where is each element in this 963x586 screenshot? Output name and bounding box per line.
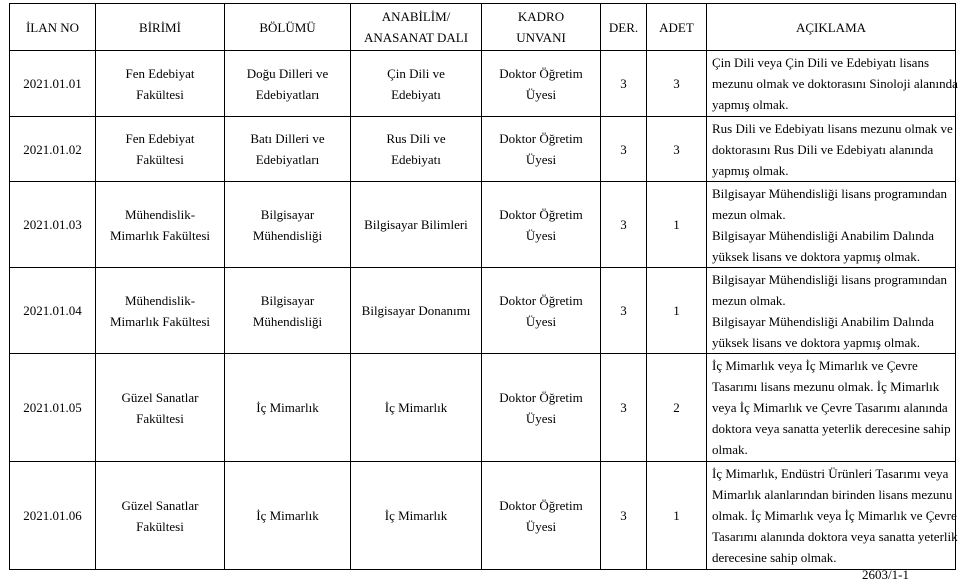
header-bolumu: BÖLÜMÜ [225,4,351,51]
cell-kadro [482,51,601,117]
cell-bolum-line: İç Mimarlık [256,400,319,415]
cell-aciklama-line: mezun olmak. [712,292,786,308]
cell-aciklama-line: doktora veya sanatta yeterlik derecesine sahip [712,421,951,436]
header-anabilim-dali: ANABİLİM/ ANASANAT DALI [351,4,482,51]
cell-ilan-no: 2021.01.05 [10,354,96,462]
cell-bolum-line: Batı Dilleri ve [250,131,325,146]
cell-anabilim-line: İç Mimarlık [384,400,448,415]
cell-aciklama-line: Mimarlık alanlarından birinden lisans mezunu [712,487,953,502]
header-kadro-unvani: KADRO UNVANI [482,4,601,51]
cell-der: 3 [601,354,647,462]
cell-bolum [225,354,351,462]
cell-bolum-line: Edebiyatları [255,86,320,102]
cell-adet: 1 [647,462,707,570]
cell-aciklama [707,268,956,354]
cell-ilan-no: 2021.01.01 [10,51,96,117]
cell-ilan-no: 2021.01.06 [10,462,96,570]
cell-aciklama-line: Bilgisayar Mühendisliği lisans programından [712,271,948,287]
table-row [10,51,956,117]
cell-kadro-line: Üyesi [525,227,557,243]
cell-aciklama-line: yüksek lisans ve doktora yapmış olmak. [712,248,920,264]
cell-aciklama-line: Bilgisayar Mühendisliği lisans programından [712,185,948,201]
cell-kadro [482,462,601,570]
page-reference: 2603/1-1 [862,567,909,582]
cell-anabilim-line: Bilgisayar Donanımı [361,303,471,318]
cell-anabilim [351,51,482,117]
cell-adet: 1 [647,182,707,268]
cell-birim-line: Mühendislik- [124,206,196,222]
cell-aciklama-line: veya İç Mimarlık ve Çevre Tasarımı alanında [712,400,948,415]
table-row [10,462,956,570]
cell-birim [96,51,225,117]
cell-birim [96,117,225,182]
cell-adet: 3 [647,51,707,117]
header-row [10,4,956,51]
table-row [10,182,956,268]
cell-kadro-line: Doktor Öğretim [499,206,583,222]
cell-birim [96,462,225,570]
cell-aciklama-line: Tasarımı alanında doktora veya sanatta yeterlik [712,529,958,544]
cell-bolum [225,182,351,268]
cell-anabilim [351,354,482,462]
cell-ilan-no: 2021.01.02 [10,117,96,182]
cell-kadro-line: Doktor Öğretim [499,131,583,146]
cell-aciklama-line: mezunu olmak ve doktorasını Sinoloji alanında [712,76,958,91]
cell-aciklama-line: olmak. [712,442,748,457]
cell-kadro-line: Doktor Öğretim [499,389,583,405]
cell-bolum [225,268,351,354]
cell-bolum-line: Doğu Dilleri ve [246,65,329,81]
cell-aciklama-line: Tasarımı lisans mezunu olmak. İç Mimarlık [712,379,940,394]
cell-birim-line: Fakültesi [136,152,184,167]
cell-kadro-line: Üyesi [525,152,557,167]
cell-aciklama-line: Rus Dili ve Edebiyatı lisans mezunu olmak ve [712,120,953,136]
cell-aciklama-line: Çin Dili veya Çin Dili ve Edebiyatı lisans [712,55,930,70]
cell-bolum-line: Bilgisayar [260,206,315,222]
cell-kadro [482,117,601,182]
cell-der: 3 [601,51,647,117]
cell-kadro [482,182,601,268]
cell-kadro-line: Üyesi [525,410,557,426]
cell-anabilim-line: Edebiyatı [391,152,441,167]
cell-birim-line: Fen Edebiyat [125,131,195,146]
cell-aciklama [707,117,956,182]
cell-kadro-line: Üyesi [525,86,557,102]
cell-birim [96,182,225,268]
header-der: DER. [601,4,647,51]
cell-aciklama-line: Bilgisayar Mühendisliği Anabilim Dalında [712,313,935,329]
cell-bolum-line: Edebiyatları [255,152,320,167]
cell-kadro-line: Doktor Öğretim [499,292,583,308]
cell-birim-line: Mühendislik- [124,292,196,308]
cell-bolum [225,51,351,117]
cell-anabilim-line: Rus Dili ve [386,131,446,146]
table-row [10,354,956,462]
cell-aciklama [707,182,956,268]
cell-kadro [482,354,601,462]
cell-aciklama-line: İç Mimarlık veya İç Mimarlık ve Çevre [712,358,918,373]
cell-anabilim-line: İç Mimarlık [384,508,448,523]
cell-aciklama-line: yapmış olmak. [712,97,789,112]
cell-kadro-line: Üyesi [525,313,557,329]
cell-adet: 2 [647,354,707,462]
cell-ilan-no: 2021.01.03 [10,182,96,268]
cell-bolum-line: İç Mimarlık [256,508,319,523]
table-row [10,268,956,354]
cell-birim-line: Mimarlık Fakültesi [109,227,211,243]
cell-kadro [482,268,601,354]
cell-der: 3 [601,268,647,354]
cell-bolum [225,462,351,570]
cell-birim-line: Fakültesi [136,86,184,102]
cell-anabilim-line: Bilgisayar Bilimleri [364,217,468,232]
cell-adet: 1 [647,268,707,354]
cell-anabilim [351,182,482,268]
cell-ilan-no: 2021.01.04 [10,268,96,354]
cell-birim-line: Fen Edebiyat [125,65,195,81]
cell-aciklama [707,354,956,462]
cell-aciklama-line: yapmış olmak. [712,162,789,178]
header-aciklama: AÇIKLAMA [707,4,956,51]
cell-anabilim [351,117,482,182]
cell-aciklama-line: olmak. İç Mimarlık veya İç Mimarlık ve Çevre [712,508,957,523]
cell-aciklama-line: yüksek lisans ve doktora yapmış olmak. [712,334,920,350]
cell-aciklama [707,462,956,570]
cell-kadro-line: Doktor Öğretim [499,65,583,81]
cell-anabilim-line: Edebiyatı [391,86,441,102]
ilan-table-body [10,51,956,570]
cell-aciklama-line: Bilgisayar Mühendisliği Anabilim Dalında [712,227,935,243]
cell-der: 3 [601,462,647,570]
cell-birim-line: Fakültesi [136,518,184,534]
cell-birim-line: Mimarlık Fakültesi [109,313,211,329]
cell-birim-line: Fakültesi [136,410,184,426]
cell-kadro-line: Doktor Öğretim [499,497,583,513]
cell-bolum-line: Mühendisliği [252,313,323,329]
cell-bolum-line: Mühendisliği [252,227,323,243]
ilan-table [9,3,956,570]
cell-aciklama-line: doktorasını Rus Dili ve Edebiyatı alanında [712,141,934,157]
header-adet: ADET [647,4,707,51]
cell-birim [96,268,225,354]
cell-anabilim [351,268,482,354]
table-row [10,117,956,182]
cell-bolum-line: Bilgisayar [260,292,315,308]
cell-anabilim-line: Çin Dili ve [387,65,445,81]
cell-birim [96,354,225,462]
cell-kadro-line: Üyesi [525,518,557,534]
cell-aciklama-line: derecesine sahip olmak. [712,550,837,565]
cell-der: 3 [601,182,647,268]
cell-aciklama [707,51,956,117]
header-ilan-no: İLAN NO [10,4,96,51]
cell-birim-line: Güzel Sanatlar [121,389,199,405]
header-birimi: BİRİMİ [96,4,225,51]
cell-birim-line: Güzel Sanatlar [121,497,199,513]
cell-aciklama-line: İç Mimarlık, Endüstri Ürünleri Tasarımı veya [712,466,949,481]
cell-der: 3 [601,117,647,182]
cell-aciklama-line: mezun olmak. [712,206,786,222]
cell-bolum [225,117,351,182]
cell-adet: 3 [647,117,707,182]
cell-anabilim [351,462,482,570]
